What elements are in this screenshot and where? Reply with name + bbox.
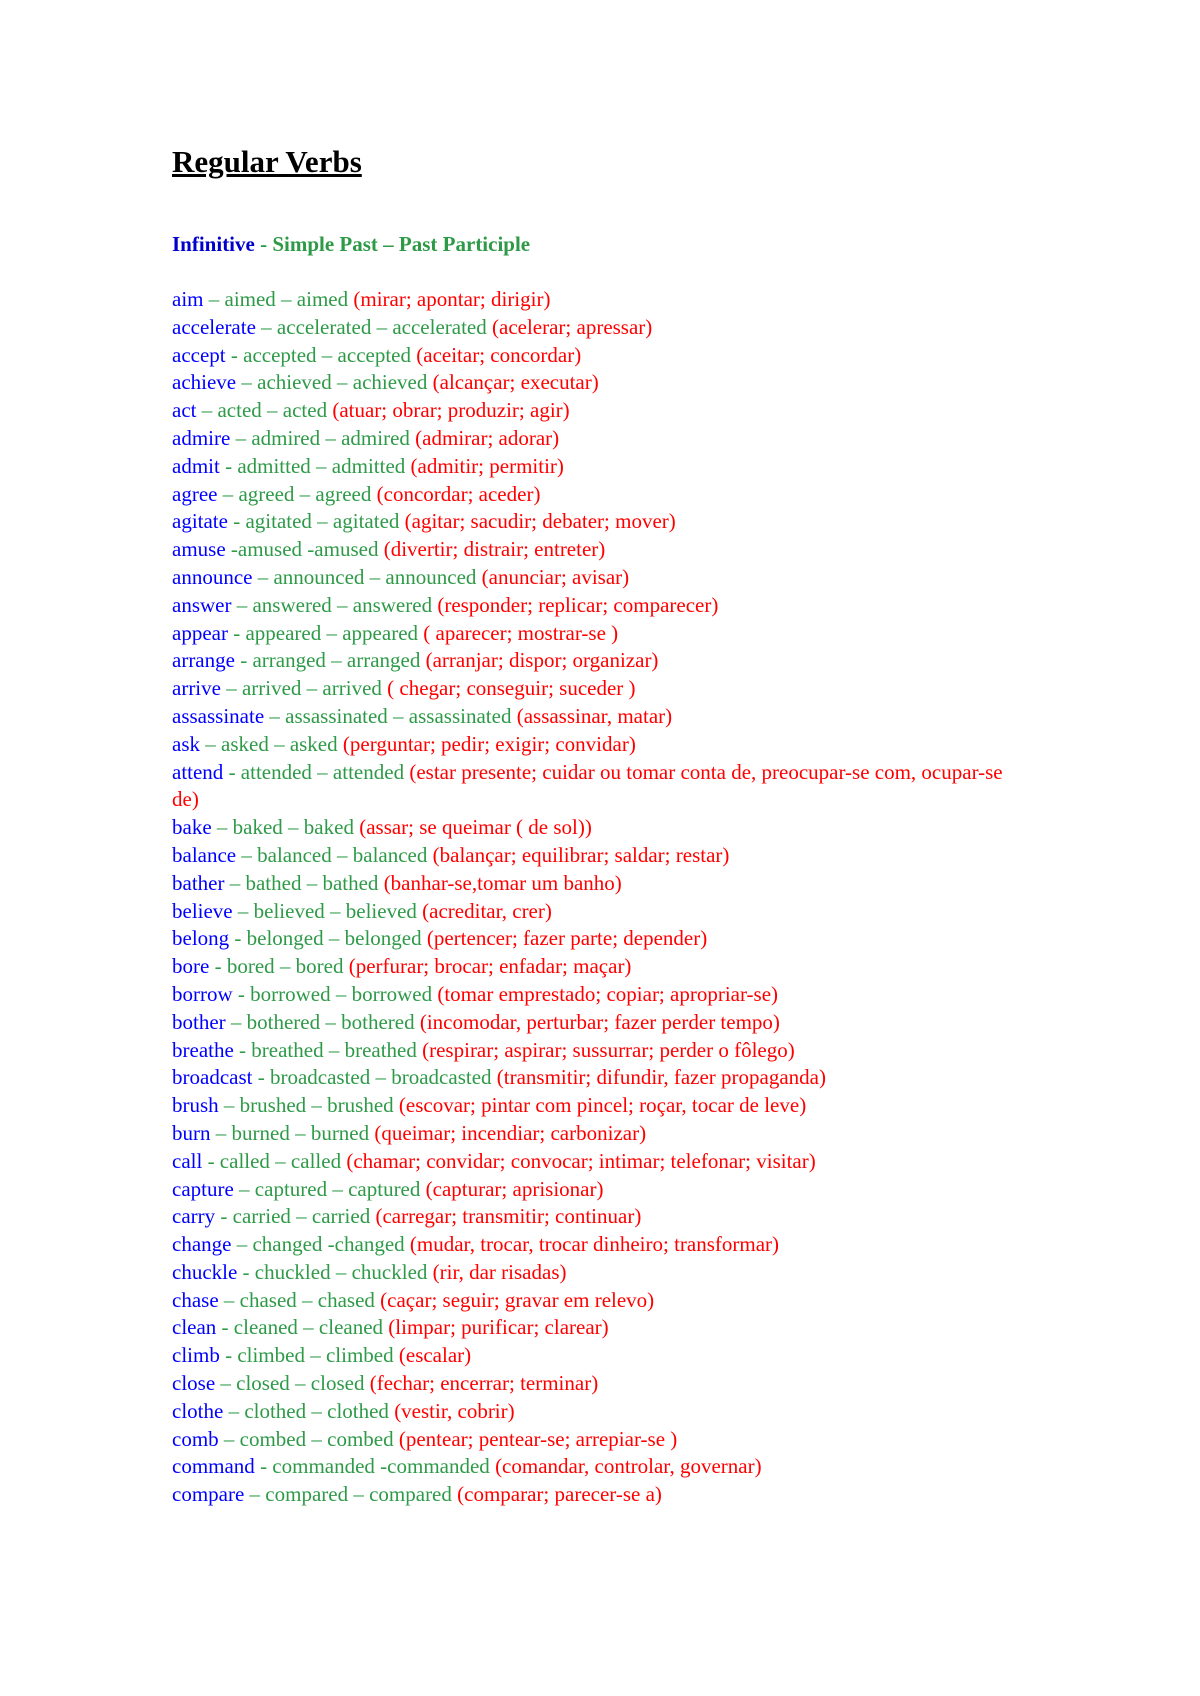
verb-translation: (mudar, trocar, trocar dinheiro; transformar) [409, 1232, 780, 1257]
verb-translation: (limpar; purificar; clarear) [388, 1315, 609, 1340]
verb-entry [172, 1064, 1032, 1092]
verb-entry [172, 898, 1032, 926]
verb-past-forms: – admired – admired [230, 425, 416, 450]
verb-past-forms: - commanded -commanded [254, 1454, 496, 1479]
verb-past-forms: – announced – announced [252, 564, 482, 589]
verb-translation: (responder; replicar; comparecer) [437, 592, 719, 617]
verb-translation: (chamar; convidar; convocar; intimar; telefonar; visitar) [346, 1148, 816, 1173]
verb-translation: (agitar; sacudir; debater; mover) [404, 509, 676, 534]
verb-translation: (pertencer; fazer parte; depender) [426, 926, 708, 951]
verb-past-forms: – balanced – balanced [236, 842, 433, 867]
verb-past-forms: - admitted – admitted [219, 453, 411, 478]
verb-past-forms: – closed – closed [215, 1371, 370, 1396]
verb-entry [172, 703, 1032, 731]
verb-infinitive: arrive [172, 676, 221, 701]
verb-infinitive: breathe [172, 1037, 234, 1062]
page-title: Regular Verbs [172, 144, 362, 179]
header-infinitive: Infinitive [172, 232, 255, 256]
verb-entry [172, 592, 1032, 620]
verb-translation: (transmitir; difundir, fazer propaganda) [496, 1065, 826, 1090]
verb-infinitive: admire [172, 425, 231, 450]
verb-translation: ( chegar; conseguir; suceder ) [387, 676, 636, 701]
verb-translation: (alcançar; executar) [432, 370, 599, 395]
verb-past-forms: - cleaned – cleaned [216, 1315, 389, 1340]
verb-infinitive: admit [172, 453, 220, 478]
verb-past-forms: – arrived – arrived [220, 676, 388, 701]
verb-infinitive: clothe [172, 1398, 224, 1423]
verb-entry [172, 1314, 1032, 1342]
verb-translation: (queimar; incendiar; carbonizar) [374, 1120, 647, 1145]
verb-translation: (estar presente; cuidar ou tomar conta de, preocupar-se com, ocupar-se de) [172, 759, 1003, 812]
verb-entry [172, 342, 1032, 370]
verb-infinitive: belong [172, 926, 230, 951]
verb-translation: (tomar emprestado; copiar; apropriar-se) [437, 981, 779, 1006]
verb-past-forms: - borrowed – borrowed [232, 981, 438, 1006]
verb-entry [172, 1009, 1032, 1037]
verb-infinitive: ask [172, 731, 200, 756]
verb-entry [172, 425, 1032, 453]
verb-translation: (balançar; equilibrar; saldar; restar) [432, 842, 730, 867]
verb-entry [172, 397, 1032, 425]
verb-entry [172, 953, 1032, 981]
verb-entry [172, 1370, 1032, 1398]
verb-translation: (perfurar; brocar; enfadar; maçar) [348, 954, 632, 979]
verb-entry [172, 842, 1032, 870]
verb-past-forms: – aimed – aimed [203, 287, 354, 311]
column-header [172, 230, 1032, 258]
verb-infinitive: change [172, 1232, 232, 1257]
verb-translation: (acelerar; apressar) [492, 314, 653, 339]
verb-entry [172, 1037, 1032, 1065]
verb-past-forms: – achieved – achieved [236, 370, 433, 395]
verb-past-forms: – assassinated – assassinated [264, 703, 517, 728]
verb-entry [172, 925, 1032, 953]
verb-entry [172, 453, 1032, 481]
verb-infinitive: accept [172, 342, 226, 367]
verb-past-forms: – burned – burned [210, 1120, 375, 1145]
verb-translation: (anunciar; avisar) [481, 564, 630, 589]
verb-translation: (banhar-se,tomar um banho) [383, 870, 622, 895]
verb-translation: (vestir, cobrir) [394, 1398, 515, 1423]
verb-infinitive: compare [172, 1482, 245, 1507]
verb-entry [172, 508, 1032, 536]
verb-entry [172, 870, 1032, 898]
verb-infinitive: clean [172, 1315, 217, 1340]
verb-translation: (rir, dar risadas) [432, 1259, 567, 1284]
verb-past-forms: - broadcasted – broadcasted [252, 1065, 497, 1090]
verb-translation: (concordar; aceder) [376, 481, 541, 506]
verb-infinitive: accelerate [172, 314, 256, 339]
verb-entry [172, 675, 1032, 703]
verb-list [172, 286, 1032, 1509]
verb-entry [172, 1342, 1032, 1370]
verb-infinitive: bother [172, 1009, 226, 1034]
verb-infinitive: balance [172, 842, 237, 867]
verb-infinitive: chase [172, 1287, 219, 1312]
verb-infinitive: carry [172, 1204, 216, 1229]
verb-translation: (admitir; permitir) [410, 453, 564, 478]
verb-entry [172, 286, 1032, 314]
verb-past-forms: - climbed – climbed [219, 1343, 399, 1368]
verb-infinitive: announce [172, 564, 253, 589]
verb-entry [172, 1092, 1032, 1120]
verb-translation: (incomodar, perturbar; fazer perder tempo) [419, 1009, 780, 1034]
verb-infinitive: climb [172, 1343, 220, 1368]
verb-translation: (escalar) [398, 1343, 472, 1368]
verb-entry [172, 536, 1032, 564]
verb-past-forms: – acted – acted [196, 398, 333, 423]
verb-past-forms: – answered – answered [231, 592, 438, 617]
verb-infinitive: close [172, 1371, 216, 1396]
verb-translation: (mirar; apontar; dirigir) [353, 287, 551, 311]
verb-past-forms: – believed – believed [232, 898, 423, 923]
header-past-forms: - Simple Past – Past Participle [254, 232, 531, 256]
verb-infinitive: brush [172, 1093, 219, 1118]
verb-past-forms: – bothered – bothered [225, 1009, 420, 1034]
verb-translation: (divertir; distrair; entreter) [383, 537, 606, 562]
verb-translation: (capturar; aprisionar) [425, 1176, 604, 1201]
verb-entry [172, 759, 1032, 815]
verb-translation: (assar; se queimar ( de sol)) [359, 815, 592, 840]
verb-entry [172, 731, 1032, 759]
verb-translation: (assassinar, matar) [516, 703, 673, 728]
verb-entry [172, 1453, 1032, 1481]
verb-past-forms: – compared – compared [244, 1482, 458, 1507]
verb-past-forms: – agreed – agreed [217, 481, 377, 506]
verb-infinitive: arrange [172, 648, 235, 673]
verb-entry [172, 1259, 1032, 1287]
verb-translation: (caçar; seguir; gravar em relevo) [380, 1287, 655, 1312]
verb-infinitive: agitate [172, 509, 228, 534]
verb-entry [172, 981, 1032, 1009]
verb-translation: (admirar; adorar) [415, 425, 560, 450]
verb-infinitive: act [172, 398, 197, 423]
verb-infinitive: answer [172, 592, 232, 617]
verb-translation: (comandar, controlar, governar) [495, 1454, 762, 1479]
verb-entry [172, 314, 1032, 342]
verb-translation: (atuar; obrar; produzir; agir) [332, 398, 570, 423]
verb-translation: (carregar; transmitir; continuar) [375, 1204, 642, 1229]
verb-entry [172, 1287, 1032, 1315]
verb-entry [172, 620, 1032, 648]
verb-infinitive: believe [172, 898, 233, 923]
verb-past-forms: - chuckled – chuckled [237, 1259, 433, 1284]
verb-infinitive: assassinate [172, 703, 265, 728]
verb-infinitive: bake [172, 815, 212, 840]
verb-infinitive: bather [172, 870, 225, 895]
verb-past-forms: – bathed – bathed [224, 870, 384, 895]
verb-past-forms: - appeared – appeared [227, 620, 424, 645]
verb-past-forms: – combed – combed [218, 1426, 399, 1451]
verb-translation: (fechar; encerrar; terminar) [369, 1371, 599, 1396]
verb-past-forms: – accelerated – accelerated [255, 314, 492, 339]
verb-infinitive: attend [172, 759, 224, 784]
verb-past-forms: – changed -changed [231, 1232, 410, 1257]
verb-translation: (perguntar; pedir; exigir; convidar) [342, 731, 636, 756]
verb-entry [172, 814, 1032, 842]
verb-infinitive: bore [172, 954, 210, 979]
verb-past-forms: – brushed – brushed [218, 1093, 399, 1118]
verb-infinitive: aim [172, 287, 204, 311]
verb-past-forms: - breathed – breathed [233, 1037, 423, 1062]
verb-entry [172, 1176, 1032, 1204]
verb-translation: (escovar; pintar com pincel; roçar, tocar de leve) [398, 1093, 807, 1118]
verb-entry [172, 369, 1032, 397]
verb-infinitive: borrow [172, 981, 233, 1006]
verb-infinitive: capture [172, 1176, 234, 1201]
verb-translation: (respirar; aspirar; sussurrar; perder o fôlego) [422, 1037, 795, 1062]
verb-past-forms: -amused -amused [225, 537, 384, 562]
verb-entry [172, 1481, 1032, 1509]
verb-infinitive: broadcast [172, 1065, 253, 1090]
document-page [172, 140, 1032, 1509]
verb-infinitive: appear [172, 620, 228, 645]
verb-translation: ( aparecer; mostrar-se ) [423, 620, 619, 645]
verb-infinitive: comb [172, 1426, 219, 1451]
verb-entry [172, 481, 1032, 509]
verb-infinitive: amuse [172, 537, 226, 562]
verb-past-forms: – baked – baked [211, 815, 360, 840]
verb-infinitive: achieve [172, 370, 237, 395]
verb-past-forms: - called – called [202, 1148, 347, 1173]
verb-past-forms: - attended – attended [223, 759, 410, 784]
verb-past-forms: - bored – bored [209, 954, 349, 979]
verb-past-forms: – chased – chased [218, 1287, 381, 1312]
verb-translation: (arranjar; dispor; organizar) [425, 648, 659, 673]
verb-past-forms: - agitated – agitated [227, 509, 405, 534]
verb-translation: (pentear; pentear-se; arrepiar-se ) [398, 1426, 678, 1451]
verb-past-forms: - accepted – accepted [225, 342, 417, 367]
verb-infinitive: command [172, 1454, 255, 1479]
verb-past-forms: - arranged – arranged [234, 648, 426, 673]
verb-translation: (acreditar, crer) [422, 898, 552, 923]
verb-past-forms: – captured – captured [233, 1176, 426, 1201]
verb-entry [172, 1148, 1032, 1176]
verb-past-forms: - belonged – belonged [229, 926, 427, 951]
verb-infinitive: chuckle [172, 1259, 238, 1284]
verb-entry [172, 647, 1032, 675]
verb-entry [172, 1398, 1032, 1426]
verb-past-forms: - carried – carried [215, 1204, 376, 1229]
verb-entry [172, 1120, 1032, 1148]
verb-entry [172, 1203, 1032, 1231]
verb-entry [172, 564, 1032, 592]
verb-infinitive: burn [172, 1120, 211, 1145]
verb-infinitive: call [172, 1148, 203, 1173]
verb-past-forms: – clothed – clothed [223, 1398, 395, 1423]
verb-infinitive: agree [172, 481, 218, 506]
verb-translation: (comparar; parecer-se a) [457, 1482, 662, 1507]
verb-past-forms: – asked – asked [200, 731, 343, 756]
verb-translation: (aceitar; concordar) [416, 342, 582, 367]
verb-entry [172, 1426, 1032, 1454]
verb-entry [172, 1231, 1032, 1259]
